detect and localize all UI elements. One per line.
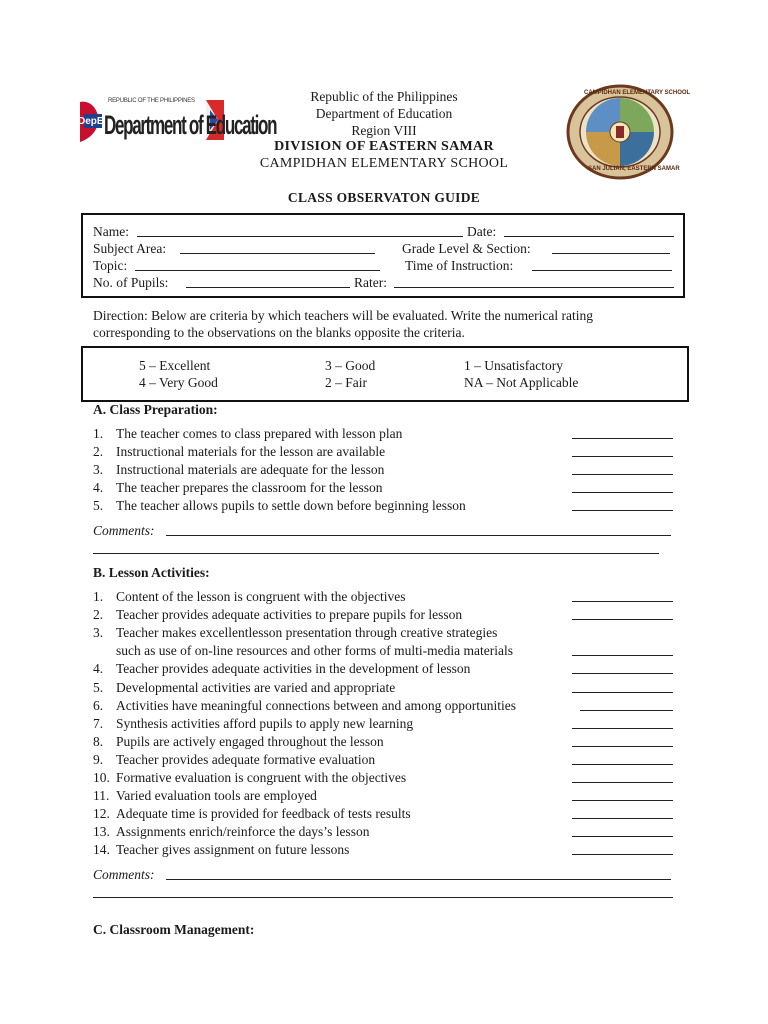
time-label: Time of Instruction: [405, 258, 514, 273]
rating-blank[interactable] [572, 619, 673, 620]
rating-blank[interactable] [572, 456, 673, 457]
section-b-comments-field-2[interactable] [93, 897, 673, 898]
section-a-item: The teacher prepares the classroom for the lesson [116, 480, 383, 495]
section-a-comments-field-2[interactable] [93, 553, 659, 554]
rater-label: Rater: [354, 275, 387, 290]
item-number: 2. [93, 607, 104, 622]
rating-blank[interactable] [572, 601, 673, 602]
rating-blank[interactable] [572, 728, 673, 729]
section-b-item: Pupils are actively engaged throughout the lesson [116, 734, 384, 749]
item-number: 6. [93, 698, 104, 713]
seal-bottom-text: SAN JULIAN, EASTERN SAMAR [588, 166, 680, 172]
page-title: CLASS OBSERVATON GUIDE [287, 190, 481, 205]
section-b-item-continued: such as use of on-line resources and other forms of multi-media materials [116, 643, 514, 658]
scale-2: 2 – Fair [325, 375, 367, 390]
subject-label: Subject Area: [93, 241, 167, 256]
time-field[interactable] [532, 270, 672, 271]
grade-field[interactable] [552, 253, 670, 254]
section-a-item: Instructional materials for the lesson are available [116, 444, 386, 459]
section-b-comments-field[interactable] [166, 879, 671, 880]
section-a-item: Instructional materials are adequate for the lesson [116, 462, 385, 477]
item-number: 3. [93, 462, 104, 477]
scale-5: 5 – Excellent [139, 358, 211, 373]
section-b-item: Adequate time is provided for feedback of tests results [116, 806, 411, 821]
rating-blank[interactable] [572, 782, 673, 783]
header-region: Region VIII [351, 123, 417, 138]
item-number: 14. [93, 842, 110, 857]
header-division: DIVISION OF EASTERN SAMAR [274, 139, 494, 154]
section-c-heading: C. Classroom Management: [93, 922, 255, 937]
rating-blank[interactable] [572, 438, 673, 439]
section-b-item: Teacher provides adequate formative evaluation [116, 752, 376, 767]
deped-logo-text: Department of Education [104, 110, 277, 141]
item-number: 8. [93, 734, 104, 749]
section-b-item: Teacher makes excellentlesson presentation through creative strategies [116, 625, 498, 640]
section-b-item: Developmental activities are varied and appropriate [116, 680, 396, 695]
section-b-item: Activities have meaningful connections between and among opportunities [116, 698, 517, 713]
rating-blank[interactable] [572, 492, 673, 493]
deped-logo-badge: DepED [78, 116, 111, 127]
section-a-item: The teacher comes to class prepared with lesson plan [116, 426, 403, 441]
header-department: Department of Education [315, 106, 453, 121]
rater-field[interactable] [394, 287, 674, 288]
item-number: 2. [93, 444, 104, 459]
grade-label: Grade Level & Section: [402, 241, 531, 256]
item-number: 7. [93, 716, 104, 731]
item-number: 4. [93, 480, 104, 495]
item-number: 1. [93, 426, 104, 441]
section-b-item: Formative evaluation is congruent with the objectives [116, 770, 407, 785]
section-b-item: Content of the lesson is congruent with the objectives [116, 589, 406, 604]
item-number: 1. [93, 589, 104, 604]
rating-blank[interactable] [572, 818, 673, 819]
item-number: 11. [93, 788, 110, 803]
pupils-label: No. of Pupils: [93, 275, 169, 290]
header-republic: Republic of the Philippines [310, 89, 458, 104]
section-a-comments-label: Comments: [93, 523, 155, 538]
item-number: 5. [93, 680, 104, 695]
section-b-item: Teacher provides adequate activities in the development of lesson [116, 661, 471, 676]
rating-blank[interactable] [580, 710, 673, 711]
section-b-comments-label: Comments: [93, 867, 155, 882]
topic-label: Topic: [93, 258, 128, 273]
scale-na: NA – Not Applicable [464, 375, 579, 390]
section-b-item: Varied evaluation tools are employed [116, 788, 317, 803]
pupils-field[interactable] [186, 287, 350, 288]
date-field[interactable] [504, 236, 674, 237]
rating-blank[interactable] [572, 655, 673, 656]
scale-4: 4 – Very Good [139, 375, 218, 390]
section-b-item: Teacher provides adequate activities to prepare pupils for lesson [116, 607, 463, 622]
deped-logo-small-text: REPUBLIC OF THE PHILIPPINES [108, 98, 195, 104]
section-b-item: Teacher gives assignment on future lessons [116, 842, 350, 857]
section-a-comments-field[interactable] [166, 535, 671, 536]
header-school: CAMPIDHAN ELEMENTARY SCHOOL [259, 156, 509, 171]
subject-field[interactable] [180, 253, 375, 254]
direction-line-1: Direction: Below are criteria by which teachers will be evaluated. Write the numerical rating [93, 308, 594, 323]
section-b-item: Synthesis activities afford pupils to apply new learning [116, 716, 414, 731]
rating-blank[interactable] [572, 764, 673, 765]
date-label: Date: [467, 224, 497, 239]
rating-blank[interactable] [572, 474, 673, 475]
item-number: 9. [93, 752, 104, 767]
scale-1: 1 – Unsatisfactory [464, 358, 563, 373]
rating-blank[interactable] [572, 800, 673, 801]
name-field[interactable] [137, 236, 463, 237]
name-label: Name: [93, 224, 129, 239]
direction-line-2: corresponding to the observations on the blanks opposite the criteria. [93, 325, 465, 340]
seal-top-text: CAMPIDHAN ELEMENTARY SCHOOL [584, 90, 691, 96]
item-number: 13. [93, 824, 110, 839]
section-b-item: Assignments enrich/reinforce the days’s lesson [116, 824, 370, 839]
rating-blank[interactable] [572, 746, 673, 747]
item-number: 5. [93, 498, 104, 513]
item-number: 3. [93, 625, 104, 640]
section-b-heading: B. Lesson Activities: [93, 565, 210, 580]
topic-field[interactable] [135, 270, 380, 271]
item-number: 4. [93, 661, 104, 676]
scale-3: 3 – Good [325, 358, 376, 373]
rating-blank[interactable] [572, 673, 673, 674]
rating-blank[interactable] [572, 854, 673, 855]
section-a-item: The teacher allows pupils to settle down before beginning lesson [116, 498, 466, 513]
rating-blank[interactable] [572, 836, 673, 837]
item-number: 10. [93, 770, 110, 785]
rating-blank[interactable] [572, 692, 673, 693]
rating-blank[interactable] [572, 510, 673, 511]
section-a-heading: A. Class Preparation: [93, 402, 218, 417]
item-number: 12. [93, 806, 110, 821]
